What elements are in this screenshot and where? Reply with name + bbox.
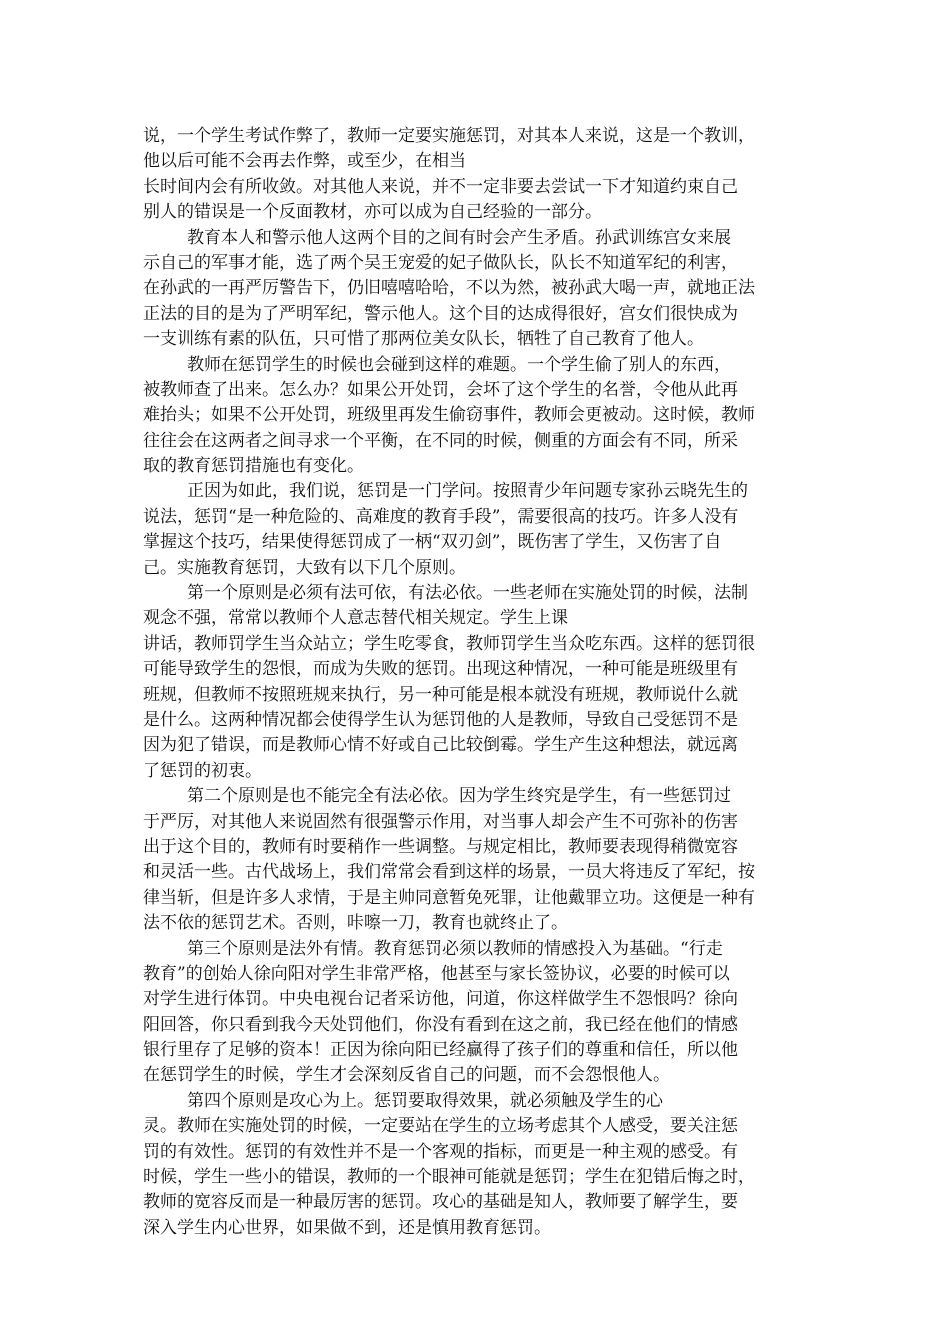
text-line: 教育”的创始人徐向阳对学生非常严格，他甚至与家长签协议，必要的时候可以 [143, 963, 730, 984]
text-line: 第二个原则是也不能完全有法必依。因为学生终究是学生，有一些惩罚过 [187, 786, 731, 807]
text-line: 掌握这个技巧，结果使得惩罚成了一柄“双刃剑”，既伤害了学生，又伤害了自 [143, 532, 722, 553]
text-line: 第一个原则是必须有法可依，有法必依。一些老师在实施处罚的时候，法制 [187, 583, 748, 604]
text-line: 阳回答，你只看到我今天处罚他们，你没有看到在这之前，我已经在他们的情感 [143, 1014, 738, 1035]
text-line: 法不依的惩罚艺术。否则，咔嚓一刀，教育也就终止了。 [143, 913, 568, 934]
text-line: 长时间内会有所收敛。对其他人来说，并不一定非要去尝试一下才知道约束自己 [143, 176, 738, 197]
text-line: 因为犯了错误，而是教师心情不好或自己比较倒霉。学生产生这种想法，就远离 [143, 735, 738, 756]
text-line: 和灵活一些。古代战场上，我们常常会看到这样的场景，一员大将违反了军纪，按 [143, 862, 755, 883]
text-line: 讲话，教师罚学生当众站立；学生吃零食，教师罚学生当众吃东西。这样的惩罚很 [143, 633, 755, 654]
text-line: 于严厉，对其他人来说固然有很强警示作用，对当事人却会产生不可弥补的伤害 [143, 811, 738, 832]
text-line: 在孙武的一再严厉警告下，仍旧嘻嘻哈哈，不以为然，被孙武大喝一声，就地正法 [143, 278, 755, 299]
text-line: 可能导致学生的怨恨，而成为失败的惩罚。出现这种情况，一种可能是班级里有 [143, 659, 738, 680]
text-line: 说，一个学生考试作弊了，教师一定要实施惩罚，对其本人来说，这是一个教训， [143, 126, 755, 146]
text-line: 深入学生内心世界，如果做不到，还是慎用教育惩罚。 [143, 1217, 551, 1238]
text-line: 银行里存了足够的资本！正因为徐向阳已经赢得了孩子们的尊重和信任，所以他 [143, 1040, 738, 1061]
text-line: 正因为如此，我们说，惩罚是一门学问。按照青少年问题专家孙云晓先生的 [187, 481, 748, 502]
text-line: 别人的错误是一个反面教材，亦可以成为自己经验的一部分。 [143, 202, 602, 223]
text-line: 教育本人和警示他人这两个目的之间有时会产生矛盾。孙武训练宫女来展 [187, 227, 731, 248]
text-line: 在惩罚学生的时候，学生才会深刻反省自己的问题，而不会怨恨他人。 [143, 1065, 670, 1086]
text-line: 第三个原则是法外有情。教育惩罚必须以教师的情感投入为基础。“行走 [187, 938, 723, 959]
text-line: 出于这个目的，教师有时要稍作一些调整。与规定相比，教师要表现得稍微宽容 [143, 836, 738, 857]
text-line: 教师的宽容反而是一种最厉害的惩罚。攻心的基础是知人，教师要了解学生，要 [143, 1192, 738, 1213]
text-line: 他以后可能不会再去作弊，或至少，在相当 [143, 151, 466, 172]
text-line: 取的教育惩罚措施也有变化。 [143, 456, 364, 477]
text-line: 对学生进行体罚。中央电视台记者采访他，问道，你这样做学生不怨恨吗？徐向 [143, 989, 738, 1010]
text-line: 示自己的军事才能，选了两个吴王宠爱的妃子做队长，队长不知道军纪的利害， [143, 252, 738, 273]
text-line: 第四个原则是攻心为上。惩罚要取得效果，就必须触及学生的心 [187, 1090, 663, 1111]
text-line: 正法的目的是为了严明军纪，警示他人。这个目的达成得很好，宫女们很快成为 [143, 303, 738, 324]
text-line: 罚的有效性。惩罚的有效性并不是一个客观的指标，而更是一种主观的感受。有 [143, 1141, 738, 1162]
text-line: 己。实施教育惩罚，大致有以下几个原则。 [143, 557, 466, 578]
text-line: 时候，学生一些小的错误，教师的一个眼神可能就是惩罚；学生在犯错后悔之时， [143, 1167, 755, 1188]
text-line: 班规，但教师不按照班规来执行，另一种可能是根本就没有班规，教师说什么就 [143, 684, 738, 705]
text-line: 观念不强，常常以教师个人意志替代相关规定。学生上课 [143, 608, 568, 629]
document-body [143, 124, 813, 1241]
text-line: 被教师查了出来。怎么办？如果公开处罚，会坏了这个学生的名誉，令他从此再 [143, 379, 738, 400]
text-line: 教师在惩罚学生的时候也会碰到这样的难题。一个学生偷了别人的东西， [187, 354, 731, 375]
text-line: 一支训练有素的队伍，只可惜了那两位美女队长，牺牲了自己教育了他人。 [143, 329, 704, 350]
text-line: 往往会在这两者之间寻求一个平衡，在不同的时候，侧重的方面会有不同，所采 [143, 430, 738, 451]
text-line: 灵。教师在实施处罚的时候，一定要站在学生的立场考虑其个人感受，要关注惩 [143, 1116, 738, 1137]
text-line: 难抬头；如果不公开处罚，班级里再发生偷窃事件，教师会更被动。这时候，教师 [143, 405, 755, 426]
text-line: 律当斩，但是许多人求情，于是主帅同意暂免死罪，让他戴罪立功。这便是一种有 [143, 887, 755, 908]
text-line: 了惩罚的初衷。 [143, 760, 262, 781]
text-line: 是什么。这两种情况都会使得学生认为惩罚他的人是教师，导致自己受惩罚不是 [143, 709, 738, 730]
text-line: 说法，惩罚“是一种危险的、高难度的教育手段”，需要很高的技巧。许多人没有 [143, 506, 739, 527]
